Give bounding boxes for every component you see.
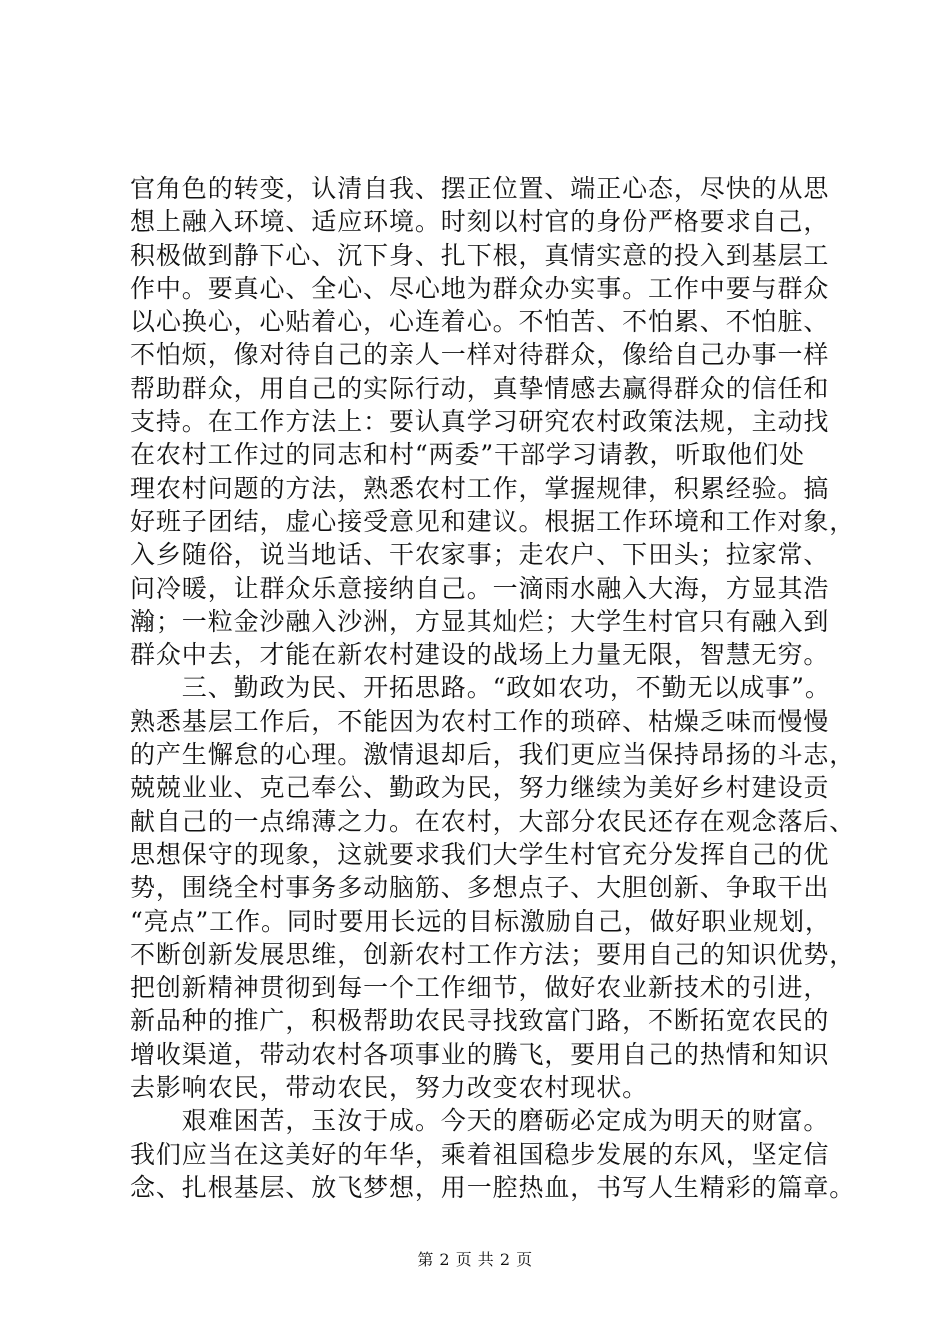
page-number-footer: 第 2 页 共 2 页 (417, 1250, 533, 1269)
text-line: 瀚；一粒金沙融入沙洲，方显其灿烂；大学生村官只有融入到 (130, 606, 830, 636)
text-line: 三、勤政为民、开拓思路。“政如农功，不勤无以成事”。 (130, 673, 831, 703)
text-line: 入乡随俗，说当地话、干农家事；走农户、下田头；拉家常、 (130, 540, 830, 570)
text-line: 献自己的一点绵薄之力。在农村，大部分农民还存在观念落后、 (130, 806, 856, 836)
text-line: 好班子团结，虚心接受意见和建议。根据工作环境和工作对象， (130, 506, 856, 536)
text-line: 群众中去，才能在新农村建设的战场上力量无限，智慧无穷。 (130, 640, 830, 670)
text-line: 去影响农民，带动农民，努力改变农村现状。 (130, 1073, 649, 1103)
text-line: 官角色的转变，认清自我、摆正位置、端正心态，尽快的从思 (130, 174, 830, 203)
text-line: 思想保守的现象，这就要求我们大学生村官充分发挥自己的优 (130, 839, 830, 869)
text-line: 增收渠道，带动农村各项事业的腾飞，要用自己的热情和知识 (130, 1039, 830, 1069)
text-line: 势，围绕全村事务多动脑筋、多想点子、大胆创新、争取干出 (130, 873, 830, 903)
text-line: 在农村工作过的同志和村“两委”干部学习请教，听取他们处 (130, 440, 805, 470)
text-line: 的产生懈怠的心理。激情退却后，我们更应当保持昂扬的斗志， (130, 740, 856, 770)
text-line: 我们应当在这美好的年华，乘着祖国稳步发展的东风，坚定信 (130, 1139, 830, 1169)
text-line: 熟悉基层工作后，不能因为农村工作的琐碎、枯燥乏味而慢慢 (130, 706, 830, 736)
text-line: 积极做到静下心、沉下身、扎下根，真情实意的投入到基层工 (130, 240, 830, 270)
text-line: 艰难困苦，玉汝于成。今天的磨砺必定成为明天的财富。 (130, 1106, 830, 1136)
document-body (130, 172, 856, 1204)
text-line: 支持。在工作方法上：要认真学习研究农村政策法规，主动找 (130, 407, 830, 437)
text-line: 把创新精神贯彻到每一个工作细节，做好农业新技术的引进， (130, 973, 830, 1003)
text-line: 想上融入环境、适应环境。时刻以村官的身份严格要求自己， (130, 207, 830, 237)
text-line: 新品种的推广，积极帮助农民寻找致富门路，不断拓宽农民的 (130, 1006, 830, 1036)
text-line: 念、扎根基层、放飞梦想，用一腔热血，书写人生精彩的篇章。 (130, 1172, 856, 1202)
text-line: 不怕烦，像对待自己的亲人一样对待群众，像给自己办事一样 (130, 340, 830, 370)
text-line: 理农村问题的方法，熟悉农村工作，掌握规律，积累经验。搞 (130, 473, 830, 503)
text-line: 帮助群众，用自己的实际行动，真挚情感去赢得群众的信任和 (130, 373, 830, 403)
text-line: 不断创新发展思维，创新农村工作方法；要用自己的知识优势， (130, 939, 856, 969)
text-line: 以心换心，心贴着心，心连着心。不怕苦、不怕累、不怕脏、 (130, 307, 830, 337)
text-line: “亮点”工作。同时要用长远的目标激励自己，做好职业规划， (130, 906, 831, 936)
text-line: 问冷暖，让群众乐意接纳自己。一滴雨水融入大海，方显其浩 (130, 573, 830, 603)
text-line: 兢兢业业、克己奉公、勤政为民，努力继续为美好乡村建设贡 (130, 773, 830, 803)
text-line: 作中。要真心、全心、尽心地为群众办实事。工作中要与群众 (130, 273, 830, 303)
